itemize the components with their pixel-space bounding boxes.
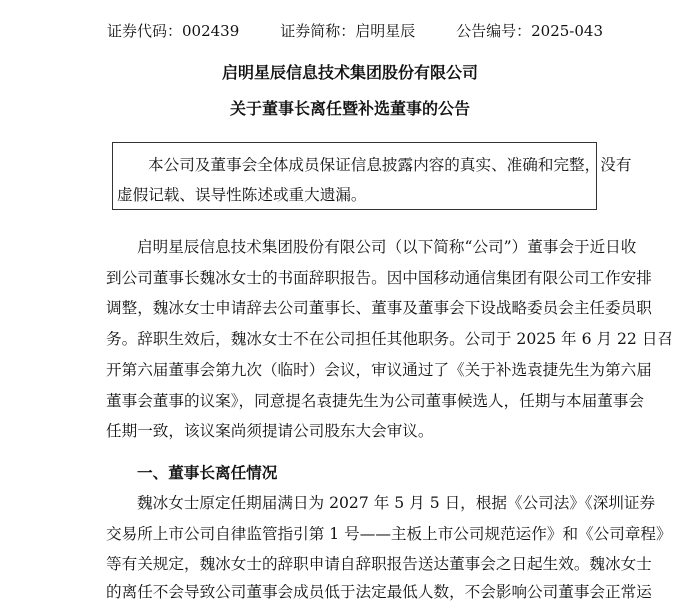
paragraph-line: 交易所上市公司自律监管指引第 1 号——主板上市公司规范运作》和《公司章程》: [106, 525, 672, 543]
paragraph-line: 魏冰女士原定任期届满日为 2027 年 5 月 5 日，根据《公司法》《深圳证券: [137, 494, 656, 512]
paragraph-line: 启明星辰信息技术集团股份有限公司（以下简称“公司”）董事会于近日收: [137, 238, 637, 256]
notice-number: 公告编号：2025-043: [456, 22, 603, 40]
section-heading: 一、董事长离任情况: [137, 463, 278, 482]
paragraph-line: 任期一致，该议案尚须提请公司股东大会审议。: [106, 422, 434, 440]
security-code: 证券代码：002439: [107, 22, 240, 40]
document-header: [107, 20, 603, 41]
paragraph-line: 的离任不会导致公司董事会成员低于法定最低人数，不会影响公司董事会正常运: [106, 583, 652, 601]
paragraph-line: 董事会董事的议案》，同意提名袁捷先生为公司董事候选人，任期与本届董事会: [106, 392, 644, 410]
disclaimer-line: 本公司及董事会全体成员保证信息披露内容的真实、准确和完整，没有: [148, 156, 632, 174]
paragraph-line: 调整，魏冰女士申请辞去公司董事长、董事及董事会下设战略委员会主任委员职: [106, 299, 652, 317]
notice-title: 关于董事长离任暨补选董事的公告: [229, 99, 470, 118]
security-short-name: 证券简称：启明星辰: [280, 22, 416, 40]
company-title: 启明星辰信息技术集团股份有限公司: [221, 63, 478, 82]
paragraph-line: 到公司董事长魏冰女士的书面辞职报告。因中国移动通信集团有限公司工作安排: [106, 269, 652, 287]
disclaimer-line: 虚假记载、误导性陈述或重大遗漏。: [117, 186, 367, 204]
paragraph-line: 务。辞职生效后，魏冰女士不在公司担任其他职务。公司于 2025 年 6 月 22 日召: [106, 330, 674, 348]
paragraph-line: 开第六届董事会第九次（临时）会议，审议通过了《关于补选袁捷先生为第六届: [106, 361, 652, 379]
paragraph-line: 等有关规定，魏冰女士的辞职申请自辞职报告送达董事会之日起生效。魏冰女士: [106, 555, 652, 573]
